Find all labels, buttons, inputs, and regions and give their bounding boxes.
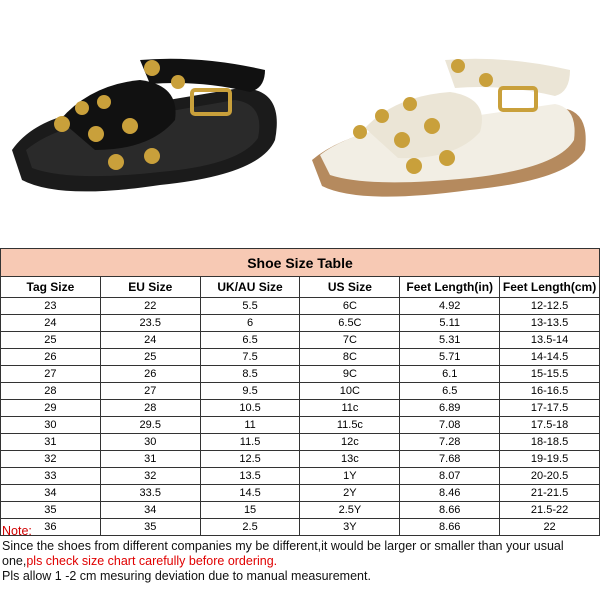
table-cell: 27 xyxy=(100,383,200,400)
header-feet-length-cm: Feet Length(cm) xyxy=(500,277,600,298)
table-cell: 21.5-22 xyxy=(500,502,600,519)
table-row xyxy=(1,332,600,349)
table-cell: 5.11 xyxy=(400,315,500,332)
table-cell: 29 xyxy=(1,400,101,417)
table-cell: 22 xyxy=(500,519,600,536)
table-cell: 11.5 xyxy=(200,434,300,451)
table-cell: 26 xyxy=(1,349,101,366)
table-cell: 17-17.5 xyxy=(500,400,600,417)
table-cell: 9C xyxy=(300,366,400,383)
notes-section xyxy=(2,524,598,584)
table-cell: 9.5 xyxy=(200,383,300,400)
table-cell: 20-20.5 xyxy=(500,468,600,485)
table-cell: 36 xyxy=(1,519,101,536)
table-row xyxy=(1,298,600,315)
table-row xyxy=(1,400,600,417)
table-cell: 2.5Y xyxy=(300,502,400,519)
table-cell: 23.5 xyxy=(100,315,200,332)
table-cell: 6.5 xyxy=(200,332,300,349)
table-cell: 4.92 xyxy=(400,298,500,315)
table-cell: 15 xyxy=(200,502,300,519)
note-line-2 xyxy=(2,554,598,569)
table-body xyxy=(1,298,600,536)
table-row xyxy=(1,383,600,400)
table-cell: 34 xyxy=(1,485,101,502)
table-cell: 11c xyxy=(300,400,400,417)
table-cell: 24 xyxy=(100,332,200,349)
table-row xyxy=(1,417,600,434)
table-cell: 5.71 xyxy=(400,349,500,366)
table-cell: 8.46 xyxy=(400,485,500,502)
header-uk-au-size: UK/AU Size xyxy=(200,277,300,298)
table-cell: 11.5c xyxy=(300,417,400,434)
table-cell: 23 xyxy=(1,298,101,315)
table-row xyxy=(1,451,600,468)
table-cell: 30 xyxy=(100,434,200,451)
header-eu-size: EU Size xyxy=(100,277,200,298)
table-cell: 6.1 xyxy=(400,366,500,383)
table-row xyxy=(1,366,600,383)
table-cell: 35 xyxy=(1,502,101,519)
table-cell: 28 xyxy=(100,400,200,417)
table-row xyxy=(1,502,600,519)
table-cell: 33 xyxy=(1,468,101,485)
table-cell: 27 xyxy=(1,366,101,383)
note-warning: pls check size chart carefully before ordering. xyxy=(26,554,278,568)
table-cell: 7.5 xyxy=(200,349,300,366)
table-row xyxy=(1,349,600,366)
table-cell: 6.5C xyxy=(300,315,400,332)
table-cell: 19-19.5 xyxy=(500,451,600,468)
table-row xyxy=(1,315,600,332)
table-cell: 8.07 xyxy=(400,468,500,485)
table-cell: 10.5 xyxy=(200,400,300,417)
table-cell: 6.5 xyxy=(400,383,500,400)
table-cell: 11 xyxy=(200,417,300,434)
table-cell: 6C xyxy=(300,298,400,315)
table-cell: 13.5 xyxy=(200,468,300,485)
note-line-1: Since the shoes from different companies my be different,it would be larger or smaller than your usual xyxy=(2,539,564,553)
table-row xyxy=(1,434,600,451)
table-row xyxy=(1,468,600,485)
table-title: Shoe Size Table xyxy=(1,249,600,277)
table-cell: 13-13.5 xyxy=(500,315,600,332)
table-cell: 8.66 xyxy=(400,519,500,536)
table-header-row xyxy=(1,277,600,298)
table-cell: 6 xyxy=(200,315,300,332)
table-cell: 34 xyxy=(100,502,200,519)
table-cell: 17.5-18 xyxy=(500,417,600,434)
table-cell: 8C xyxy=(300,349,400,366)
table-cell: 31 xyxy=(100,451,200,468)
table-cell: 8.66 xyxy=(400,502,500,519)
table-cell: 7.68 xyxy=(400,451,500,468)
table-cell: 13c xyxy=(300,451,400,468)
table-row xyxy=(1,485,600,502)
table-cell: 32 xyxy=(1,451,101,468)
table-cell: 14-14.5 xyxy=(500,349,600,366)
note-title: Note: xyxy=(2,524,32,538)
size-table-section xyxy=(0,248,600,536)
table-cell: 25 xyxy=(100,349,200,366)
table-cell: 26 xyxy=(100,366,200,383)
table-cell: 8.5 xyxy=(200,366,300,383)
header-feet-length-in: Feet Length(in) xyxy=(400,277,500,298)
table-cell: 5.5 xyxy=(200,298,300,315)
table-cell: 31 xyxy=(1,434,101,451)
table-cell: 22 xyxy=(100,298,200,315)
table-cell: 7.28 xyxy=(400,434,500,451)
table-cell: 1Y xyxy=(300,468,400,485)
black-sandal-image xyxy=(12,59,277,192)
table-cell: 12-12.5 xyxy=(500,298,600,315)
white-sandal-image xyxy=(312,59,586,197)
table-cell: 13.5-14 xyxy=(500,332,600,349)
table-cell: 3Y xyxy=(300,519,400,536)
note-line-2-prefix: one, xyxy=(2,554,27,568)
header-us-size: US Size xyxy=(300,277,400,298)
table-cell: 25 xyxy=(1,332,101,349)
table-cell: 15-15.5 xyxy=(500,366,600,383)
table-cell: 2Y xyxy=(300,485,400,502)
table-cell: 24 xyxy=(1,315,101,332)
table-cell: 21-21.5 xyxy=(500,485,600,502)
note-line-3: Pls allow 1 -2 cm mesuring deviation due to manual measurement. xyxy=(2,569,371,583)
table-cell: 30 xyxy=(1,417,101,434)
table-cell: 28 xyxy=(1,383,101,400)
table-cell: 2.5 xyxy=(200,519,300,536)
table-cell: 33.5 xyxy=(100,485,200,502)
shoe-size-table xyxy=(0,248,600,536)
table-cell: 7C xyxy=(300,332,400,349)
table-cell: 7.08 xyxy=(400,417,500,434)
table-cell: 16-16.5 xyxy=(500,383,600,400)
table-cell: 12.5 xyxy=(200,451,300,468)
product-photo xyxy=(0,0,600,243)
table-cell: 35 xyxy=(100,519,200,536)
table-cell: 29.5 xyxy=(100,417,200,434)
table-cell: 32 xyxy=(100,468,200,485)
table-cell: 18-18.5 xyxy=(500,434,600,451)
table-cell: 10C xyxy=(300,383,400,400)
table-cell: 14.5 xyxy=(200,485,300,502)
table-cell: 5.31 xyxy=(400,332,500,349)
table-cell: 6.89 xyxy=(400,400,500,417)
header-tag-size: Tag Size xyxy=(1,277,101,298)
table-cell: 12c xyxy=(300,434,400,451)
